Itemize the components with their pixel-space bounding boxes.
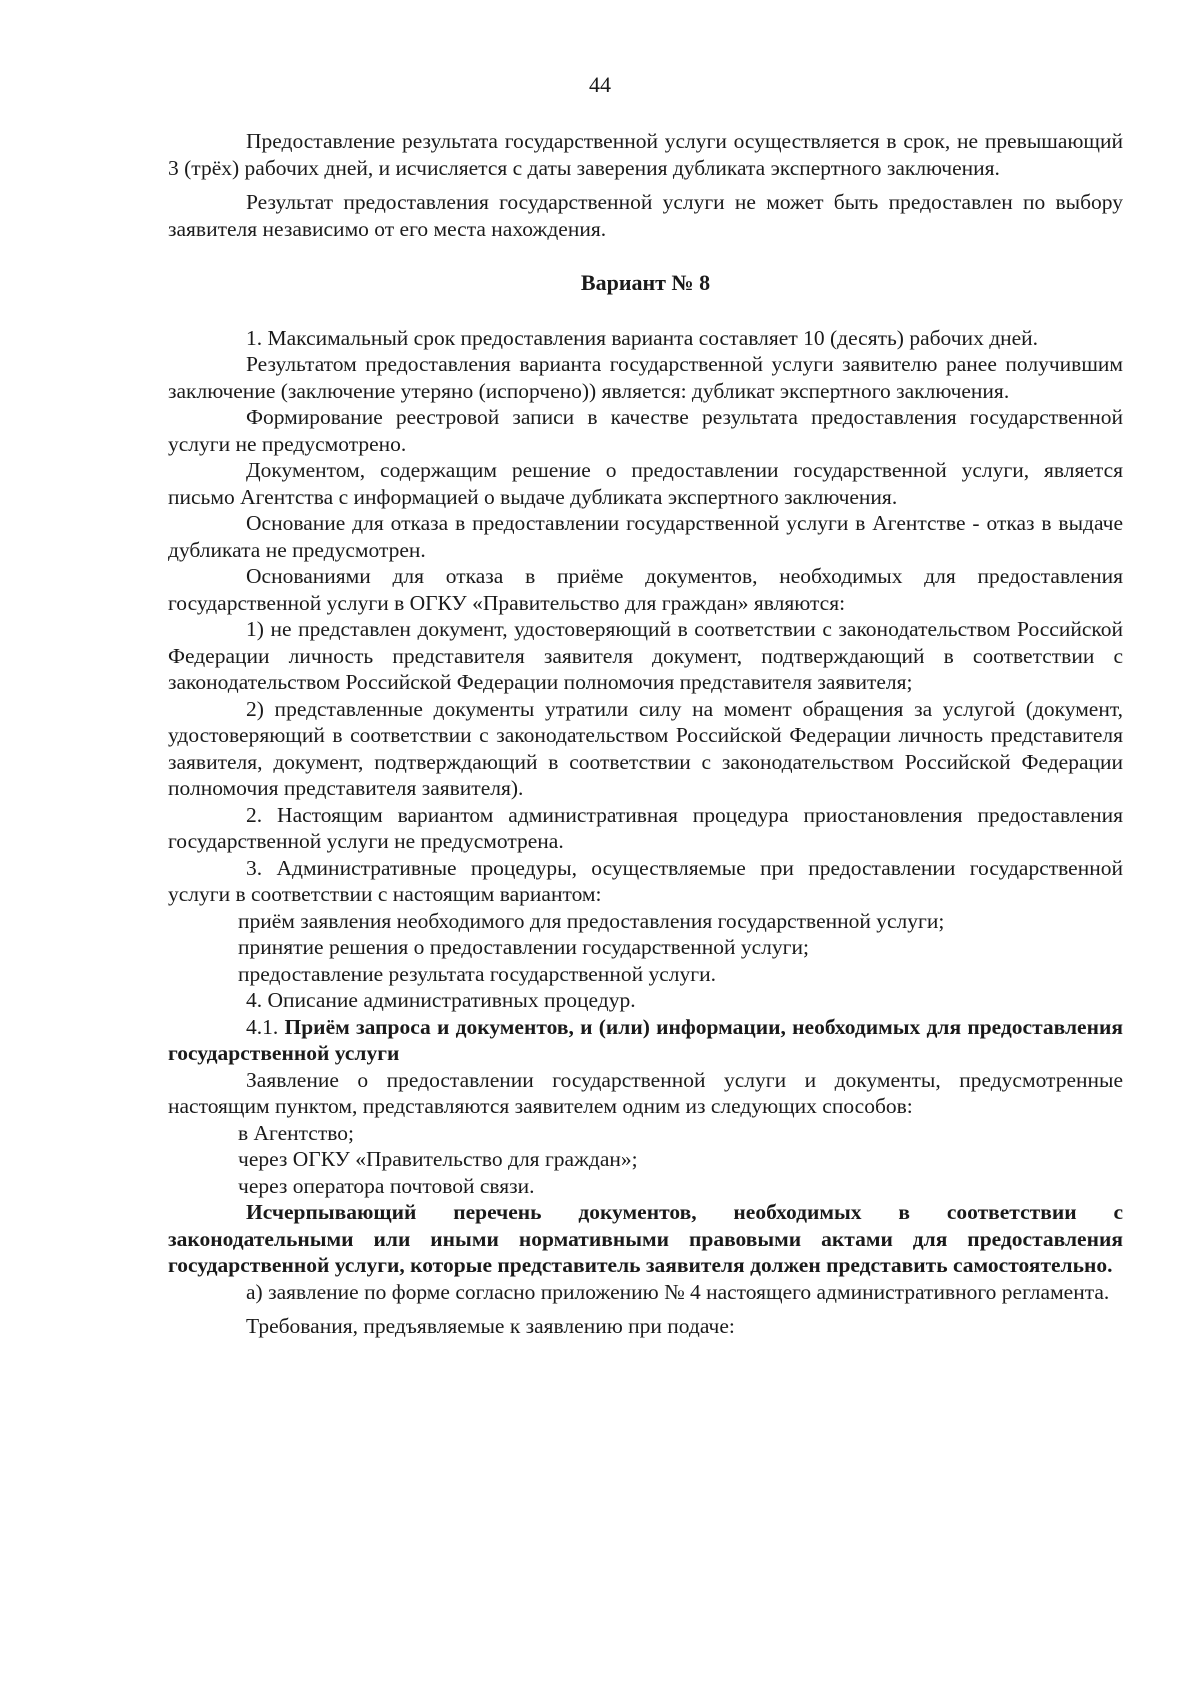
procedure-item: приём заявления необходимого для предоставления государственной услуги; [238,908,945,933]
paragraph: Формирование реестровой записи в качестве результата предоставления государственной услуги не предусмотрено. [168,405,1123,456]
method-item: в Агентство; [238,1120,354,1145]
paragraph: Документом, содержащим решение о предоставлении государственной услуги, является письмо Агентства с информацией о выдаче дубликата экспертного заключения. [168,458,1123,509]
procedure-item: предоставление результата государственной услуги. [238,961,716,986]
subsection-heading [168,1014,1123,1067]
subsection-number: 4.1. [246,1014,285,1039]
list-item: 1) не представлен документ, удостоверяющий в соответствии с законодательством Российской Федерации личность представителя заявителя документ, подтверждающий в соответствии с законодательством Российской Федерации полномочия представителя заявителя; [168,617,1123,694]
section-heading: 4. Описание административных процедур. [246,988,636,1012]
paragraph: Результат предоставления государственной услуги не может быть предоставлен по выбору заявителя независимо от его места нахождения. [168,190,1123,241]
paragraph: Основание для отказа в предоставлении государственной услуги в Агентстве - отказ в выдаче дубликата не предусмотрен. [168,511,1123,562]
paragraph: Основаниями для отказа в приёме документов, необходимых для предоставления государственной услуги в ОГКУ «Правительство для граждан» являются: [168,564,1123,615]
paragraph: Требования, предъявляемые к заявлению при подаче: [246,1314,735,1338]
paragraph: Предоставление результата государственной услуги осуществляется в срок, не превышающий 3 (трёх) рабочих дней, и исчисляется с даты заверения дубликата экспертного заключения. [168,129,1123,180]
paragraph: 1. Максимальный срок предоставления варианта составляет 10 (десять) рабочих дней. [246,325,1039,350]
method-item: через ОГКУ «Правительство для граждан»; [238,1147,638,1171]
method-item: через оператора почтовой связи. [238,1173,535,1198]
subsection-title: Приём запроса и документов, и (или) информации, необходимых для предоставления государственной услуги [168,1014,1124,1065]
procedure-item: принятие решения о предоставлении государственной услуги; [238,935,809,959]
paragraph: Результатом предоставления варианта государственной услуги заявителю ранее получившим заключение (заключение утеряно (испорчено)) является: дубликат экспертного заключения. [168,352,1123,403]
paragraph: 2. Настоящим вариантом административная процедура приостановления предоставления государственной услуги не предусмотрена. [168,802,1123,853]
paragraph: 3. Административные процедуры, осуществляемые при предоставлении государственной услуги в соответствии с настоящим вариантом: [168,855,1123,906]
page-number: 44 [589,72,611,97]
exhaustive-list-title: Исчерпывающий перечень документов, необходимых в соответствии с законодательными или иными нормативными правовыми актами для предоставления государственной услуги, которые представитель заявителя должен представить самостоятельно. [168,1200,1123,1277]
list-item: а) заявление по форме согласно приложению № 4 настоящего административного регламента. [246,1279,1110,1304]
paragraph: Заявление о предоставлении государственной услуги и документы, предусмотренные настоящим пунктом, представляются заявителем одним из следующих способов: [168,1067,1123,1118]
variant-title: Вариант № 8 [580,270,711,295]
list-item: 2) представленные документы утратили силу на момент обращения за услугой (документ, удостоверяющий в соответствии с законодательством Российской Федерации личность представителя заявителя, документ, подтверждающий в соответствии с законодательством Российской Федерации полномочия представителя заявителя). [168,696,1123,800]
document-body [168,128,1123,1340]
